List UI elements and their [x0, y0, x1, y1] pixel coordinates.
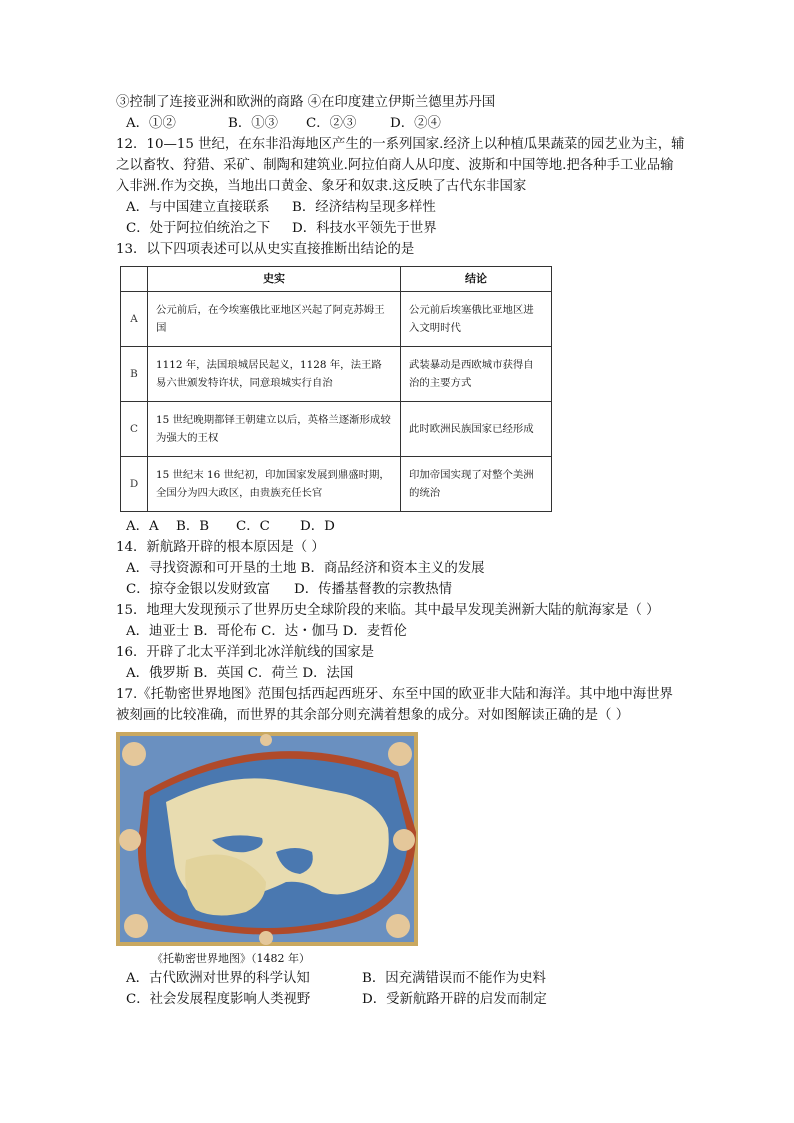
q16-options[interactable]: A．俄罗斯 B．英国 C．荷兰 D．法国 — [126, 666, 354, 681]
q12-option-c[interactable]: C．处于阿拉伯统治之下 — [126, 221, 271, 236]
q15-options[interactable]: A．迪亚士 B．哥伦布 C．达・伽马 D．麦哲伦 — [126, 624, 407, 639]
q14-option-d[interactable]: D．传播基督教的宗教热情 — [294, 582, 453, 597]
wind-head-bottom-right — [386, 914, 410, 938]
wind-head-top-left — [122, 742, 146, 766]
wind-head-left — [119, 829, 141, 851]
row-conclusion: 此时欧洲民族国家已经形成 — [401, 402, 552, 457]
wind-head-top — [260, 734, 272, 746]
row-conclusion: 印加帝国实现了对整个美洲的统治 — [401, 457, 552, 512]
table-header-conclusion: 结论 — [401, 267, 552, 292]
row-key: A — [121, 292, 148, 347]
table-row — [121, 402, 552, 457]
q16-stem: 16．开辟了北太平洋到北冰洋航线的国家是 — [116, 645, 375, 660]
q14-option-c[interactable]: C．掠夺金银以发财致富 — [126, 582, 271, 597]
exam-page — [116, 92, 686, 1010]
table-row — [121, 457, 552, 512]
wind-head-right — [393, 829, 415, 851]
q17-options-row-1 — [116, 968, 686, 989]
row-key: B — [121, 347, 148, 402]
row-key: C — [121, 402, 148, 457]
q12-stem-line-3: 入非洲.作为交换，当地出口黄金、象牙和奴隶.这反映了古代东非国家 — [116, 179, 527, 194]
map-caption: 《托勒密世界地图》（1482 年） — [152, 952, 310, 965]
q15-stem: 15．地理大发现预示了世界历史全球阶段的来临。其中最早发现美洲新大陆的航海家是（ ） — [116, 603, 660, 618]
q13-option-a[interactable]: A．A — [126, 519, 159, 534]
row-fact: 公元前后，在今埃塞俄比亚地区兴起了阿克苏姆王国 — [148, 292, 401, 347]
q13-option-c[interactable]: C．C — [236, 519, 270, 534]
q17-option-c[interactable]: C．社会发展程度影响人类视野 — [126, 992, 311, 1007]
q12-options-row-1 — [116, 197, 686, 218]
ptolemy-world-map — [116, 732, 418, 946]
wind-head-bottom — [259, 931, 273, 945]
row-fact: 15 世纪晚期都铎王朝建立以后，英格兰逐渐形成较为强大的王权 — [148, 402, 401, 457]
row-conclusion: 武装暴动是西欧城市获得自治的主要方式 — [401, 347, 552, 402]
row-key: D — [121, 457, 148, 512]
q11-option-c[interactable]: C．②③ — [306, 116, 357, 131]
ptolemy-map-illustration — [116, 732, 418, 946]
row-conclusion: 公元前后埃塞俄比亚地区进入文明时代 — [401, 292, 552, 347]
q17-option-d[interactable]: D．受新航路开辟的启发而制定 — [362, 992, 547, 1007]
table-header-row — [121, 267, 552, 292]
wind-head-top-right — [388, 742, 412, 766]
q12-stem-line-1: 12．10—15 世纪，在东非沿海地区产生的一系列国家.经济上以种植瓜果蔬菜的园艺业为主，辅 — [116, 137, 685, 152]
table-header-key — [121, 267, 148, 292]
q11-options — [116, 113, 686, 134]
q12-option-a[interactable]: A．与中国建立直接联系 — [126, 200, 270, 215]
q11-option-b[interactable]: B．①③ — [228, 116, 279, 131]
q13-stem: 13．以下四项表述可以从史实直接推断出结论的是 — [116, 242, 415, 257]
q12-option-b[interactable]: B．经济结构呈现多样性 — [292, 200, 436, 215]
q17-options-row-2 — [116, 989, 686, 1010]
q14-stem: 14．新航路开辟的根本原因是（ ） — [116, 540, 325, 555]
q17-option-b[interactable]: B．因充满错误而不能作为史料 — [362, 971, 546, 986]
q14-options-row-2 — [116, 579, 686, 600]
q13-option-d[interactable]: D．D — [300, 519, 335, 534]
row-fact: 15 世纪末 16 世纪初，印加国家发展到鼎盛时期，全国分为四大政区，由贵族充任长官 — [148, 457, 401, 512]
q17-option-a[interactable]: A．古代欧洲对世界的科学认知 — [126, 971, 310, 986]
row-fact: 1112 年，法国琅城居民起义，1128 年，法王路易六世颁发特许状，同意琅城实行自治 — [148, 347, 401, 402]
table-row — [121, 292, 552, 347]
q11-option-d[interactable]: D．②④ — [390, 116, 441, 131]
q13-option-b[interactable]: B．B — [176, 519, 210, 534]
q11-option-a[interactable]: A．①② — [126, 116, 176, 131]
q12-stem-line-2: 之以畜牧、狩猎、采矿、制陶和建筑业.阿拉伯商人从印度、波斯和中国等地.把各种手工业品输 — [116, 158, 674, 173]
q17-stem: 17.《托勒密世界地图》范围包括西起西班牙、东至中国的欧亚非大陆和海洋。其中地中海世界被刻画的比较准确，而世界的其余部分则充满着想象的成分。对如图解读正确的是（ ） — [116, 687, 673, 723]
q11-statement-line: ③控制了连接亚洲和欧洲的商路 ④在印度建立伊斯兰德里苏丹国 — [116, 95, 496, 110]
wind-head-bottom-left — [124, 914, 148, 938]
q14-options-row-1[interactable]: A．寻找资源和可开垦的土地 B．商品经济和资本主义的发展 — [126, 561, 485, 576]
q12-options-row-2 — [116, 218, 686, 239]
q13-options — [116, 516, 686, 537]
table-header-fact: 史实 — [148, 267, 401, 292]
q13-facts-table — [120, 266, 552, 512]
table-row — [121, 347, 552, 402]
q12-option-d[interactable]: D．科技水平领先于世界 — [292, 221, 437, 236]
